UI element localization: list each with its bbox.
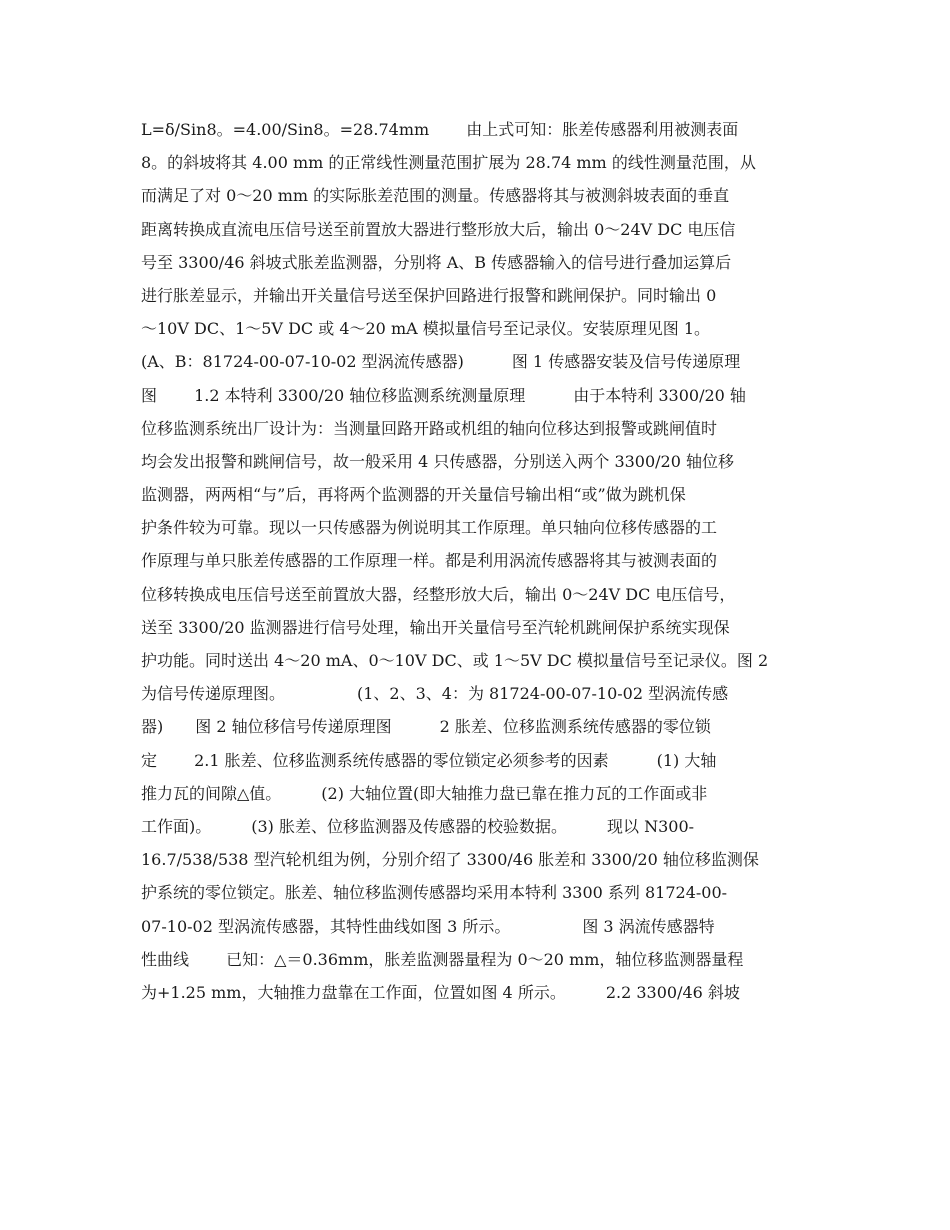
text-line: (A、B：81724-00-07-10-02 型涡流传感器) 图 1 传感器安装及信号传递原理	[141, 352, 741, 372]
text-line: 器) 图 2 轴位移信号传递原理图 2 胀差、位移监测系统传感器的零位锁	[141, 717, 711, 737]
text-line: 均会发出报警和跳闸信号，故一般采用 4 只传感器，分别送入两个 3300/20 轴位移	[141, 451, 734, 471]
text-line: 8。的斜坡将其 4.00 mm 的正常线性测量范围扩展为 28.74 mm 的线性测量范围，从	[141, 153, 756, 173]
text-line: 工作面)。 (3) 胀差、位移监测器及传感器的校验数据。 现以 N300-	[141, 816, 695, 836]
text-line: 推力瓦的间隙△值。 (2) 大轴位置(即大轴推力盘已靠在推力瓦的工作面或非	[141, 783, 708, 803]
text-line: 作原理与单只胀差传感器的工作原理一样。都是利用涡流传感器将其与被测表面的	[141, 551, 718, 571]
text-line: 监测器，两两相“与”后，再将两个监测器的开关量信号输出相“或”做为跳机保	[141, 485, 686, 505]
text-line: ～10V DC、1～5V DC 或 4～20 mA 模拟量信号至记录仪。安装原理见图 1。	[141, 319, 711, 339]
text-line: 为+1.25 mm，大轴推力盘靠在工作面，位置如图 4 所示。 2.2 3300/46 斜坡	[141, 982, 740, 1002]
text-line: 性曲线 已知：△＝0.36mm，胀差监测器量程为 0～20 mm，轴位移监测器量程	[141, 949, 744, 969]
text-line: 护系统的零位锁定。胀差、轴位移监测传感器均采用本特利 3300 系列 81724-00-	[141, 883, 728, 903]
text-line: L=δ/Sin8。=4.00/Sin8。=28.74mm 由上式可知：胀差传感器利用被测表面	[141, 120, 739, 139]
text-line: 位移监测系统出厂设计为：当测量回路开路或机组的轴向位移达到报警或跳闸值时	[141, 418, 718, 438]
text-line: 图 1.2 本特利 3300/20 轴位移监测系统测量原理 由于本特利 3300/20 轴	[141, 385, 746, 405]
text-line: 距离转换成直流电压信号送至前置放大器进行整形放大后，输出 0～24V DC 电压信	[141, 219, 736, 239]
document-body	[141, 113, 809, 1009]
text-line: 16.7/538/538 型汽轮机组为例，分别介绍了 3300/46 胀差和 3300/20 轴位移监测保	[141, 850, 759, 870]
text-line: 号至 3300/46 斜坡式胀差监测器，分别将 A、B 传感器输入的信号进行叠加运算后	[141, 252, 732, 272]
text-line: 进行胀差显示，并输出开关量信号送至保护回路进行报警和跳闸保护。同时输出 0	[141, 285, 717, 305]
text-line: 位移转换成电压信号送至前置放大器，经整形放大后，输出 0～24V DC 电压信号，	[141, 584, 736, 604]
text-line: 护功能。同时送出 4～20 mA、0～10V DC、或 1～5V DC 模拟量信号至记录仪。图 2	[141, 651, 769, 670]
text-line: 定 2.1 胀差、位移监测系统传感器的零位锁定必须参考的因素 (1) 大轴	[141, 750, 717, 770]
text-line: 为信号传递原理图。 (1、2、3、4：为 81724-00-07-10-02 型涡流传感	[141, 684, 729, 704]
text-line: 护条件较为可靠。现以一只传感器为例说明其工作原理。单只轴向位移传感器的工	[141, 518, 718, 538]
text-line: 而满足了对 0～20 mm 的实际胀差范围的测量。传感器将其与被测斜坡表面的垂直	[141, 186, 730, 206]
text-line: 送至 3300/20 监测器进行信号处理，输出开关量信号至汽轮机跳闸保护系统实现保	[141, 617, 730, 637]
text-line: 07-10-02 型涡流传感器，其特性曲线如图 3 所示。 图 3 涡流传感器特	[141, 916, 715, 936]
